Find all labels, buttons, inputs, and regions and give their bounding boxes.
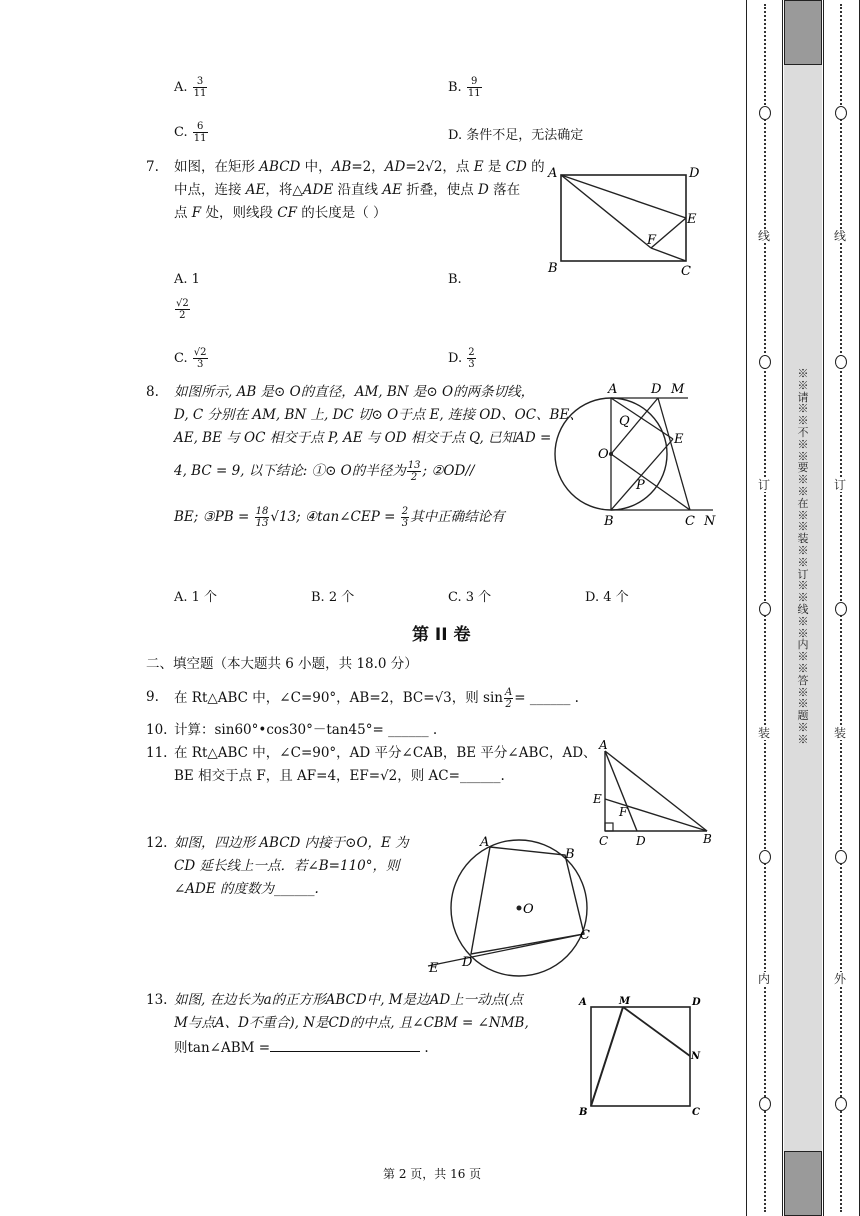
q11-label-e: E [593,792,602,806]
q7-label-c: C [681,264,691,279]
q7-number: 7. [146,159,159,175]
q7-line3: 点 F 处，则线段 CF 的长度是（ ） [174,205,387,221]
q11-line2: BE 相交于点 F，且 AF=4，EF=√2，则 AC=______. [174,768,505,784]
q13-line3: 则tan∠ABM = . [174,1040,429,1056]
binder-warning-text: ※※请※※不※※要※※在※※装※※订※※线※※内※※答※※题※※ [797,367,809,746]
q6-option-c: C. $\frac{6}{11}$ [174,121,207,144]
q8-option-d: D. 4 个 [585,590,629,605]
q6-option-b: B. $\frac{9}{11}$ [448,76,481,99]
q7-line2: 中点，连接 AE，将△ADE 沿直线 AE 折叠，使点 D 落在 [174,182,521,198]
q12-label-a: A [480,835,490,850]
q8-line1: 如图所示, AB 是⊙ O的直径，AM, BN 是⊙ O的两条切线， [174,384,535,400]
q12-label-c: C [580,928,590,943]
q7-figure [540,155,710,280]
q7-label-f: F [647,233,657,248]
q8-option-c: C. 3 个 [448,590,492,605]
q11-label-f: F [619,805,628,819]
q8-label-b: B [604,514,614,529]
q13-line2: M与点A、D不重合), N是CD的中点, 且∠CBM = ∠NMB, [174,1015,529,1031]
q8-number: 8. [146,384,159,400]
q12-label-o: O [523,902,534,917]
q13-label-b: B [579,1107,588,1118]
q6-option-a: A. $\frac{3}{11}$ [174,76,207,99]
binder-inner-bind-label: 订 [757,478,770,492]
page-footer: 第 2 页，共 16 页 [383,1167,482,1181]
q7-label-a: A [548,166,558,181]
q7-line1: 如图，在矩形 ABCD 中，AB=2，AD=2√2，点 E 是 CD 的 [174,159,545,175]
q8-line2: D, C 分别在 AM, BN 上, DC 切⊙ O于点 E, 连接 OD、OC、BE、 [174,407,583,423]
q7-option-a: A. 1 [174,272,200,287]
q9-text: 在 Rt△ABC 中，∠C=90°，AB=2，BC=√3，则 sin $\frac{A}{2}$ = ______ . [174,687,579,710]
q7-option-b-value: $\frac{√2}{2}$ [176,298,189,321]
binder-outer-line-label: 线 [833,229,846,243]
q11-label-c: C [599,834,609,848]
q7-label-b: B [548,261,558,276]
q8-label-q: Q [619,414,630,429]
q12-line1: 如图，四边形 ABCD 内接于⊙O，E 为 [174,835,409,851]
q12-line2: CD 延长线上一点．若∠B=110°，则 [174,858,400,874]
section-title: 第 II 卷 [412,625,471,645]
binder-outer-bind-label: 订 [833,478,846,492]
q8-line5: BE; ③PB = $\frac{18}{13}$ √13; ④tan∠CEP = $\frac{2}{3}$ 其中正确结论有 [174,506,505,529]
binding-margin [746,0,860,1216]
q13-label-a: A [579,997,587,1008]
q13-label-c: C [692,1107,700,1118]
q10-number: 10. [146,722,168,738]
q12-figure [422,828,607,978]
q11-line1: 在 Rt△ABC 中，∠C=90°，AD 平分∠CAB，BE 平分∠ABC，AD、 [174,745,597,761]
q13-label-n: N [691,1051,701,1062]
binder-inner-fold-label: 装 [757,726,770,740]
q8-label-e: E [674,432,684,447]
q8-label-p: P [636,478,645,493]
q8-label-m: M [671,382,685,397]
q7-option-b: B. [448,272,462,287]
q7-option-d: D. $\frac{2}{3}$ [448,347,475,370]
q8-option-b: B. 2 个 [311,590,355,605]
q8-option-a: A. 1 个 [174,590,218,605]
binder-outer-fold-label: 装 [833,726,846,740]
q10-text: 计算：sin60°•cos30°－tan45°= ______ . [174,722,438,738]
q7-label-e: E [687,212,697,227]
q8-label-n: N [704,514,716,529]
binder-outer-label: 外 [833,972,846,986]
q11-number: 11. [146,745,168,761]
q12-label-e: E [429,961,439,976]
q13-number: 13. [146,992,168,1008]
q7-label-d: D [689,166,700,181]
q8-line3: AE, BE 与 OC 相交于点 P, AE 与 OD 相交于点 Q, 已知AD = [174,430,552,446]
q13-label-d: D [692,997,701,1008]
q8-figure [548,378,723,530]
q11-label-d: D [636,834,646,848]
q6-option-d: D. 条件不足，无法确定 [448,128,584,143]
q11-label-a: A [599,738,608,752]
q13-label-m: M [619,996,631,1007]
q11-label-b: B [703,832,712,846]
binder-inner-line-label: 线 [757,229,770,243]
q7-option-c: C. $\frac{√2}{3}$ [174,347,207,370]
q8-label-d: D [651,382,662,397]
q12-number: 12. [146,835,168,851]
q12-line3: ∠ADE 的度数为______. [174,881,319,897]
q13-line1: 如图, 在边长为a的正方形ABCD中, M是边AD上一动点(点 [174,992,523,1008]
q12-label-b: B [565,847,575,862]
q8-line4: 4, BC = 9, 以下结论: ①⊙ O的半径为 $\frac{13}{2}$ ; ②OD// [174,460,475,483]
q13-figure [575,993,705,1123]
q9-number: 9. [146,689,159,705]
binder-inner-label: 内 [757,972,770,986]
q12-label-d: D [462,955,473,970]
q8-label-o: O [598,447,609,462]
part2-heading: 二、填空题（本大题共 6 小题，共 18.0 分） [146,656,418,672]
q8-label-c: C [685,514,695,529]
q8-label-a: A [608,382,618,397]
